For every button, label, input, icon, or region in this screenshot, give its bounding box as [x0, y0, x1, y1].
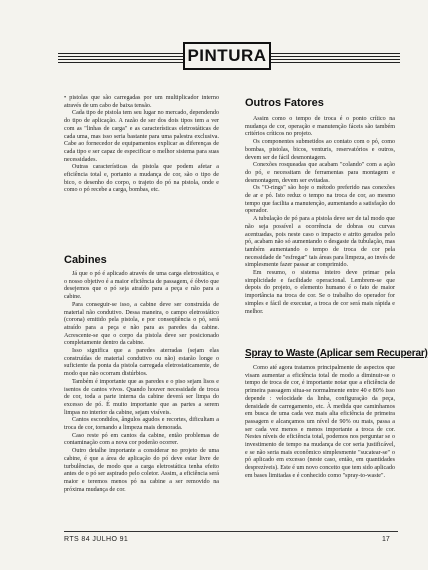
paragraph: Em resumo, o sistema inteiro deve primar pela simplicidade e facilidade operacional. Lembrem-se que depois do projeto, o elemento humano é o fato de maior importância na troca de cor. Se o trabalho do operador for simples e fácil de executar, a troca de cor será mais rápida e melhor. [245, 270, 395, 315]
paragraph: Também é importante que as paredes e o piso sejam lisos e isentos de cantos vivos. Quando houver necessidade de troca de cor, toda a parte interna da cabine deverá ser limpa do excesso de pó. É muito importante que as partes a serem limpas no interior da cabine, sejam visíveis. [64, 378, 219, 416]
footer-rule [64, 531, 398, 532]
paragraph: Como até agora tratamos principalmente de aspectos que visam aumentar a eficiência total de modo a diminuir-se o tempo de troca de cor, é importante notar que a eficiência de primeira passagem situa-se normalmente entre 40 e 80% isso depende : velocidade da linha, configuração da peça, densidade de carregamento, etc. À medida que caminhamos em busca de uma cada vez mais alta eficiência de primeira passagem e alcançamos um nível de 90% ou mais, passa a ser cada vez menos e menos importante a troca de cor. Nestes níveis de eficiência total, podemos nos perguntar se o investimento de tempo na mudança de cor seria justificável, e se não seria mais econômico simplesmente "sucatear-se" o pó aplicado em excesso (neste caso, então, em quantidades desprezíveis). Este é um novo conceito que tem sido aplicado em bases limitadas e é conhecido como "spray-to-waste". [245, 365, 395, 479]
right-column-spray [245, 365, 395, 481]
paragraph: A tubulação de pó para a pistola deve ser de tal modo que não seja possível a ocorrência de dobras ou curvas acentuadas, pois neste caso o impacto e atrito gerados pelo pó, acabam não só aumentando o desgaste da tubulação, mas também aumentando o tempo de troca de cor pela necessidade de "esfregar" tais áreas para limpeza, ao invés de simplesmente fazer passar ar comprimido. [245, 216, 395, 269]
left-column-cabines [64, 271, 219, 494]
left-column-intro [64, 95, 219, 195]
heading-cabines: Cabines [64, 254, 107, 266]
paragraph: Cantos escondidos, ângulos agudos e recortes, dificultam a troca de cor, tornando a limpeza mais demorada. [64, 417, 219, 432]
paragraph: Cada tipo de pistola tem seu lugar no mercado, dependendo do tipo de aplicação. A razão de ser dos dois tipos tem a ver com as "linhas de carga" e as características eletrostáticas de cada uma, mas isso seria bastante para uma palestra exclusiva. Cabe ao fornecedor de equipamentos explicar as diferenças de cada tipo e ser capaz de especificar o melhor sistema para suas necessidades. [64, 110, 219, 163]
paragraph: Isso significa que a paredes aterradas (sejam elas construídas de material condutivo ou não) estarão longe o suficiente da ponta da pistola carregada eletrostaticamente, de modo que não ocorram distúrbios. [64, 348, 219, 378]
paragraph: Outras características da pistola que podem afetar a eficiência total e, portanto a mudança de cor, são o tipo de bico, o desenho do corpo, o trajeto do pó na pistola, onde e como o pó recebe a carga, bombas, etc. [64, 164, 219, 194]
right-column-outros [245, 116, 395, 316]
paragraph: • pistolas que são carregadas por um multiplicador interno através de um cabo de baixa tensão. [64, 95, 219, 109]
heading-spray-to-waste: Spray to Waste (Aplicar sem Recuperar) [245, 348, 428, 359]
issue-info: RTS 84 JULHO 91 [64, 536, 129, 543]
paragraph: Caso reste pó em cantos da cabine, então problemas de contaminação com a nova cor poderão ocorrer. [64, 432, 219, 447]
paragraph: Para conseguir-se isso, a cabine deve ser construída de material não condutivo. Dessa maneira, o campo eletrostático (corona) emitido pela pistola, e por conseqüência o pó, será atraído para a peça e não para as paredes da cabine. Acrescente-se que o corpo da pistola deve ser posicionado completamente dentro da cabine. [64, 301, 219, 347]
paragraph: Assim como o tempo de troca é o ponto crítico na mudança de cor, operação e manutenção fáceis são também critérios críticos no projeto. [245, 116, 395, 138]
paragraph: Já que o pó é aplicado através de uma carga eletrostática, e o nosso objetivo é a maior eficiência de passagem, é óbvio que desejemos que o pó seja atraído para a peça e não para a cabine. [64, 271, 219, 301]
heading-outros-fatores: Outros Fatores [245, 97, 324, 109]
section-title-box [183, 42, 271, 70]
paragraph: Os "O-rings" são hoje o método preferido nas conexões de ar e pó. Isto reduz o tempo na troca de cor, ao mesmo tempo que facilita a manutenção, aumentando a satisfação do operador. [245, 185, 395, 215]
paragraph: Conexões rosqueadas que acabam "colando" com a ação do pó, e necessitam de ferramentas para montagem e desmontagem, devem ser evitadas. [245, 162, 395, 184]
page-number: 17 [382, 536, 390, 543]
paragraph: Outro detalhe importante a considerar no projeto de uma cabine, é que a área de aplicação do pó deve estar livre de turbulências, de modo que a carga eletrostática tenha efeito antes de o pó ser aspirado pelo coletor. Assim, a eficiência será maior e teremos menos pó na cabine a ser removido na próxima mudança de cor. [64, 448, 219, 493]
paragraph: Os componentes submetidos ao contato com o pó, como bombas, pistolas, bicos, venturis, reservatórios e outros, devem ser de fácil desmontagem. [245, 139, 395, 161]
section-title: PINTURA [187, 46, 267, 65]
